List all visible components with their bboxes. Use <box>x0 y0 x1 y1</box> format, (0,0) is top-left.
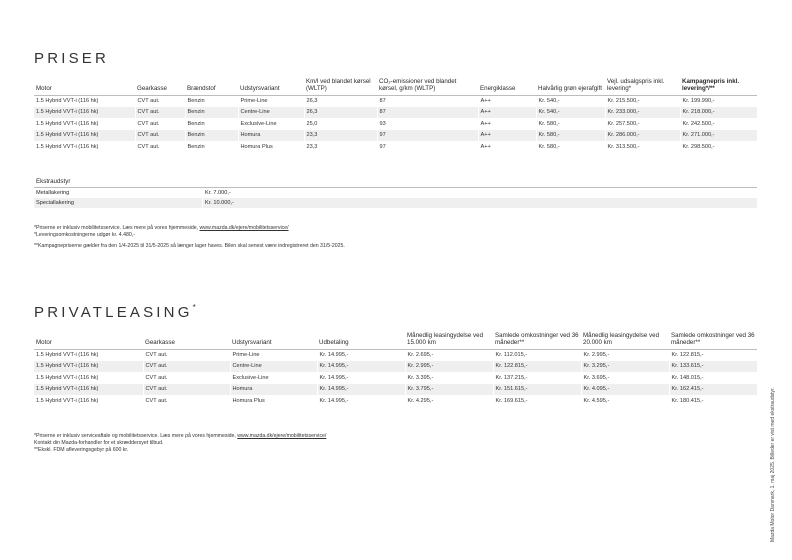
side-disclaimer: Mazda Motor Danmark, 1. maj 2025. Billeder er vist med ekstraudstyr. <box>770 387 776 542</box>
table-cell: 97 <box>377 141 478 153</box>
table-cell: Kr. 271.000,- <box>680 130 757 142</box>
leasing-table <box>34 332 757 407</box>
table-cell: Exclusive-Line <box>230 372 317 384</box>
table-cell: Kr. 4.595,- <box>581 395 669 407</box>
column-header: Samlede omkostninger ved 36 måneder** <box>669 332 757 349</box>
table-row <box>34 107 757 119</box>
table-cell: Benzin <box>185 118 238 130</box>
table-row <box>34 349 757 361</box>
table-row <box>34 395 757 407</box>
leasing-title-text: PRIVATLEASING <box>34 304 193 321</box>
table-cell: CVT aut. <box>143 384 230 396</box>
priser-notes <box>34 225 345 249</box>
table-cell: Kr. 580,- <box>536 130 605 142</box>
table-cell: Kr. 2.995,- <box>405 361 493 373</box>
table-cell: Homura <box>230 384 317 396</box>
column-header: CO₂-emissioner ved blandet kørsel, g/km (WLTP) <box>377 78 478 95</box>
extra-title: Ekstraudstyr <box>34 178 757 188</box>
table-cell: Benzin <box>185 95 238 107</box>
table-cell: Kr. 14.995,- <box>317 349 405 361</box>
table-cell: Kr. 242.500,- <box>680 118 757 130</box>
priser-header-row <box>34 78 757 95</box>
table-cell: 1.5 Hybrid VVT-i (116 hk) <box>34 384 143 396</box>
table-cell: 1.5 Hybrid VVT-i (116 hk) <box>34 372 143 384</box>
table-cell: Kr. 14.995,- <box>317 372 405 384</box>
mobility-service-link[interactable]: www.mazda.dk/ejere/mobilitetsservice/ <box>199 225 289 231</box>
column-header: Energiklasse <box>478 78 536 95</box>
table-cell: Prime-Line <box>230 349 317 361</box>
table-row <box>34 118 757 130</box>
leasing-mobility-link[interactable]: www.mazda.dk/ejere/mobilitetsservice/ <box>237 433 327 439</box>
table-cell: A++ <box>478 118 536 130</box>
table-cell: Kr. 162.415,- <box>669 384 757 396</box>
table-cell: Exclusive-Line <box>238 118 304 130</box>
table-cell: Homura Plus <box>238 141 304 153</box>
table-cell: 87 <box>377 107 478 119</box>
table-cell: CVT aut. <box>135 141 185 153</box>
extra-item: Speciallakering <box>36 200 74 206</box>
table-cell: Kr. 580,- <box>536 141 605 153</box>
table-cell: Benzin <box>185 130 238 142</box>
extra-price: Kr. 7.000,- <box>202 188 231 198</box>
table-cell: Kr. 112.015,- <box>493 349 581 361</box>
priser-table <box>34 78 757 153</box>
table-row <box>34 130 757 142</box>
priser-note-2: *Leveringsomkostningerne udgør kr. 4.480,- <box>34 231 135 238</box>
table-cell: 1.5 Hybrid VVT-i (116 hk) <box>34 95 135 107</box>
table-cell: Kr. 3.695,- <box>581 372 669 384</box>
leasing-note-1: *Priserne er inklusiv serviceaftale og mobilitetsservice. Læs mere på vores hjemmeside, <box>34 433 236 439</box>
table-cell: Kr. 4.295,- <box>405 395 493 407</box>
table-cell: 26,3 <box>304 95 377 107</box>
table-cell: Benzin <box>185 107 238 119</box>
table-cell: 87 <box>377 95 478 107</box>
column-header: Udstyrsvariant <box>230 332 317 349</box>
extra-equipment <box>34 178 757 208</box>
column-header: Kampagnepris inkl. levering*/** <box>680 78 757 95</box>
table-cell: CVT aut. <box>135 95 185 107</box>
table-cell: A++ <box>478 95 536 107</box>
column-header: Vejl. udsalgspris inkl. levering* <box>605 78 680 95</box>
table-cell: Kr. 133.615,- <box>669 361 757 373</box>
table-cell: Kr. 313.500,- <box>605 141 680 153</box>
priser-body <box>34 95 757 153</box>
table-cell: 23,3 <box>304 130 377 142</box>
leasing-title <box>34 304 196 321</box>
table-row <box>34 141 757 153</box>
table-cell: Benzin <box>185 141 238 153</box>
table-row <box>34 372 757 384</box>
leasing-notes <box>34 433 326 453</box>
table-cell: 1.5 Hybrid VVT-i (116 hk) <box>34 361 143 373</box>
table-cell: Kr. 148.015,- <box>669 372 757 384</box>
table-cell: Kr. 4.095,- <box>581 384 669 396</box>
table-cell: 1.5 Hybrid VVT-i (116 hk) <box>34 130 135 142</box>
table-cell: Kr. 540,- <box>536 95 605 107</box>
table-cell: 93 <box>377 118 478 130</box>
leasing-body <box>34 349 757 407</box>
column-header: Månedlig leasingydelse ved 15.000 km <box>405 332 493 349</box>
table-cell: Kr. 540,- <box>536 107 605 119</box>
leasing-note-3: **Ekskl. FDM afleveringsgebyr på 600 kr. <box>34 446 129 453</box>
table-cell: Kr. 580,- <box>536 118 605 130</box>
table-cell: Kr. 151.615,- <box>493 384 581 396</box>
table-cell: 23,3 <box>304 141 377 153</box>
leasing-note-2: Kontakt din Mazda-forhandler for et skræddersyet tilbud. <box>34 439 164 446</box>
table-cell: Prime-Line <box>238 95 304 107</box>
column-header: Brændstof <box>185 78 238 95</box>
table-cell: 1.5 Hybrid VVT-i (116 hk) <box>34 141 135 153</box>
table-cell: Kr. 14.995,- <box>317 395 405 407</box>
table-cell: 1.5 Hybrid VVT-i (116 hk) <box>34 395 143 407</box>
table-cell: CVT aut. <box>143 372 230 384</box>
table-row <box>34 95 757 107</box>
column-header: Udbetaling <box>317 332 405 349</box>
table-cell: 97 <box>377 130 478 142</box>
table-cell: Kr. 3.795,- <box>405 384 493 396</box>
table-cell: Kr. 137.215,- <box>493 372 581 384</box>
table-cell: Kr. 298.500,- <box>680 141 757 153</box>
table-cell: CVT aut. <box>143 395 230 407</box>
table-cell: CVT aut. <box>135 107 185 119</box>
table-cell: A++ <box>478 130 536 142</box>
priser-note-3: **Kampagnepriserne gælder fra den 1/4-2025 til 31/5-2025 så længer lager haves. Bilen skal senest være indregistreret den 31/5-2025. <box>34 242 345 249</box>
table-row <box>34 361 757 373</box>
table-cell: 25,0 <box>304 118 377 130</box>
table-cell: Centre-Line <box>230 361 317 373</box>
table-cell: Kr. 3.295,- <box>581 361 669 373</box>
table-cell: A++ <box>478 107 536 119</box>
leasing-title-mark: * <box>192 303 196 312</box>
table-cell: Kr. 3.395,- <box>405 372 493 384</box>
extra-row <box>34 188 757 198</box>
column-header: Gearkasse <box>143 332 230 349</box>
column-header: Månedlig leasingydelse ved 20.000 km <box>581 332 669 349</box>
column-header: Gearkasse <box>135 78 185 95</box>
table-cell: Kr. 218.000,- <box>680 107 757 119</box>
table-cell: A++ <box>478 141 536 153</box>
table-cell: Kr. 2.995,- <box>581 349 669 361</box>
column-header: Km/l ved blandet kørsel (WLTP) <box>304 78 377 95</box>
table-cell: Homura <box>238 130 304 142</box>
table-cell: Kr. 14.995,- <box>317 361 405 373</box>
table-cell: Kr. 286.000,- <box>605 130 680 142</box>
table-cell: CVT aut. <box>143 361 230 373</box>
table-cell: Kr. 122.815,- <box>493 361 581 373</box>
table-cell: Kr. 257.500,- <box>605 118 680 130</box>
table-cell: 1.5 Hybrid VVT-i (116 hk) <box>34 107 135 119</box>
leasing-header-row <box>34 332 757 349</box>
extra-item: Metallakering <box>36 190 70 196</box>
column-header: Halvårlig grøn ejerafgift <box>536 78 605 95</box>
column-header: Samlede omkostninger ved 36 måneder** <box>493 332 581 349</box>
table-cell: Kr. 122.815,- <box>669 349 757 361</box>
table-cell: Kr. 169.615,- <box>493 395 581 407</box>
table-cell: 1.5 Hybrid VVT-i (116 hk) <box>34 118 135 130</box>
table-cell: 26,3 <box>304 107 377 119</box>
priser-note-1: *Priserne er inklusiv mobilitetsservice. Læs mere på vores hjemmeside, <box>34 225 199 231</box>
table-cell: Kr. 199.990,- <box>680 95 757 107</box>
extra-price: Kr. 10.000,- <box>202 198 234 208</box>
table-cell: Kr. 180.415,- <box>669 395 757 407</box>
table-cell: 1.5 Hybrid VVT-i (116 hk) <box>34 349 143 361</box>
table-cell: CVT aut. <box>143 349 230 361</box>
table-cell: CVT aut. <box>135 118 185 130</box>
table-cell: Homura Plus <box>230 395 317 407</box>
table-cell: Centre-Line <box>238 107 304 119</box>
table-cell: CVT aut. <box>135 130 185 142</box>
table-cell: Kr. 215.500,- <box>605 95 680 107</box>
priser-title: PRISER <box>34 50 110 67</box>
table-row <box>34 384 757 396</box>
table-cell: Kr. 233.000,- <box>605 107 680 119</box>
column-header: Udstyrsvariant <box>238 78 304 95</box>
extra-row <box>34 198 757 208</box>
table-cell: Kr. 2.695,- <box>405 349 493 361</box>
column-header: Motor <box>34 332 143 349</box>
column-header: Motor <box>34 78 135 95</box>
table-cell: Kr. 14.995,- <box>317 384 405 396</box>
